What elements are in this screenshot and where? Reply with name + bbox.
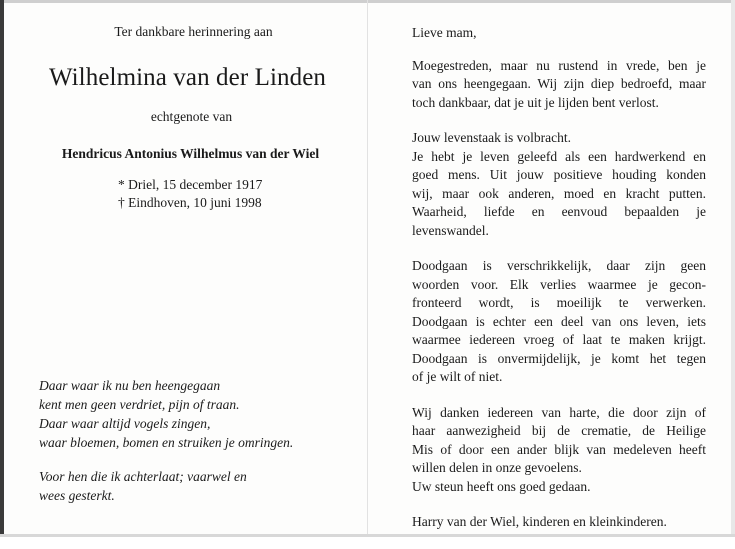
salutation: Lieve mam, (412, 25, 477, 40)
poem-line: wees gesterkt. (39, 488, 115, 503)
signature-line: Harry van der Wiel, kinderen en kleinkinderen. (412, 514, 667, 529)
text-line: fronteerd wordt, is moeilijk te verwerken. (412, 295, 706, 310)
text-line: van ons heengegaan. Wij zijn diep bedroefd, maar (412, 76, 706, 91)
text-line: willen delen in onze gevoelens. (412, 460, 582, 475)
right-panel (412, 24, 706, 549)
text-line: Jouw levenstaak is volbracht. (412, 130, 571, 145)
spouse-name: Hendricus Antonius Wilhelmus van der Wiel (61, 146, 320, 161)
text-line: goed mens. Uit jouw positieve houding konden (412, 167, 706, 182)
poem-line: Daar waar altijd vogels zingen, (39, 416, 211, 431)
text-line: waarmee iedereen vroeg of laat te maken krijgt. (412, 332, 706, 347)
spouse-of-label: echtgenote van (150, 109, 233, 124)
text-line: Doodgaan is verschrikkelijk, daar zijn geen (412, 258, 706, 273)
text-line: Wij danken iedereen van harte, die door zijn of (412, 404, 706, 420)
text-line: Moegestreden, maar nu rustend in vrede, ben je (412, 57, 706, 73)
text-line: Je hebt je leven geleefd als een hardwerkend en (412, 148, 706, 164)
paragraph-signature (412, 513, 706, 532)
intro-line: Ter dankbare herinnering aan (114, 24, 273, 39)
text-line: Doodgaan is echter een deel van ons leven, iets (412, 313, 706, 329)
card-right-edge (731, 0, 735, 537)
birth-line: * Driel, 15 december 1917 (118, 177, 263, 192)
paragraph-thanks (412, 404, 706, 497)
text-line: Waarheid, liefde en eenvoud bepaalden je (412, 204, 706, 219)
poem-line: Voor hen die ik achterlaat; vaarwel en (39, 469, 247, 484)
stanza-gap (39, 452, 293, 467)
paragraph-farewell (412, 57, 706, 113)
poem-line: waar bloemen, bomen en struiken je omringen. (39, 435, 294, 450)
text-line: haar aanwezigheid bij de crematie, de Heilige (412, 423, 706, 438)
text-line: Doodgaan is onvermijdelijk, je komt het tegen (412, 350, 706, 366)
deceased-name: Wilhelmina van der Linden (48, 64, 327, 91)
poem-line: kent men geen verdriet, pijn of traan. (39, 397, 240, 412)
paragraph-death (412, 257, 706, 387)
paragraph-life (412, 129, 706, 240)
life-dates (118, 176, 262, 212)
text-line: levenswandel. (412, 222, 489, 238)
left-panel (0, 0, 367, 537)
poem-line: Daar waar ik nu ben heengegaan (39, 378, 221, 393)
text-line: of je wilt of niet. (412, 369, 503, 384)
poem (39, 376, 293, 505)
card-fold-line (367, 0, 368, 537)
text-line: toch dankbaar, dat je uit je lijden bent verlost. (412, 94, 659, 110)
text-line: Uw steun heeft ons goed gedaan. (412, 478, 591, 494)
text-line: wij, maar ook anderen, moed en kracht putten. (412, 185, 706, 201)
text-line: Mis of door een ander blijk van medeleven heeft (412, 441, 706, 457)
death-line: † Eindhoven, 10 juni 1998 (118, 195, 262, 210)
text-line: woorden voor. Elk verlies waarmee je gecon- (412, 276, 706, 292)
